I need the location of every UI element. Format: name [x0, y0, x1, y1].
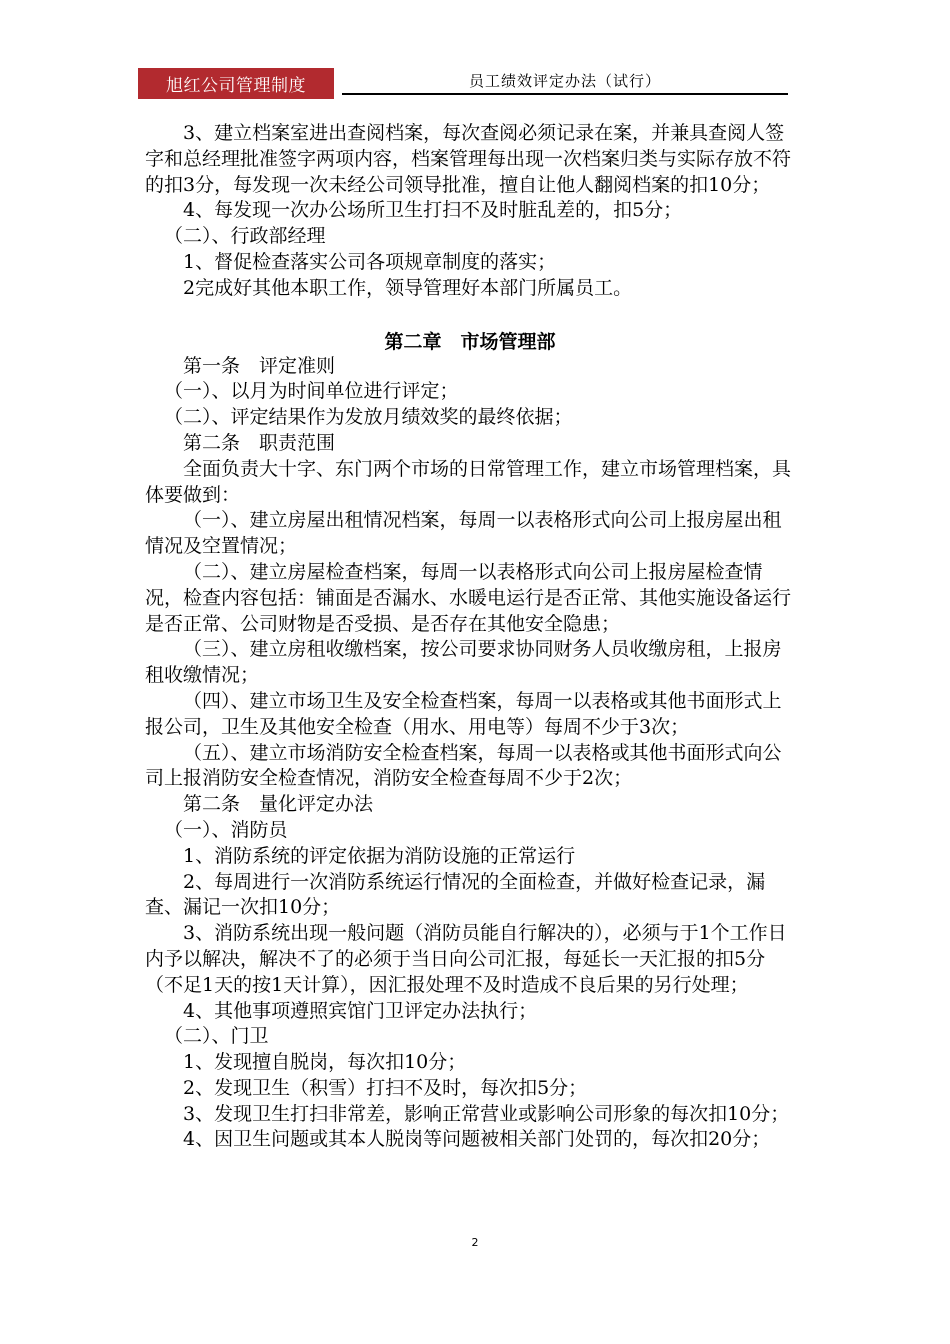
section-heading: （一）、消防员: [164, 818, 288, 841]
paragraph: 1、发现擅自脱岗，每次扣10分；: [183, 1051, 467, 1074]
paragraph: 1、督促检查落实公司各项规章制度的落实；: [183, 250, 557, 273]
article-heading: 第二条 量化评定办法: [183, 793, 374, 816]
paragraph: 1、消防系统的评定依据为消防设施的正常运行: [183, 844, 576, 867]
article-heading: 第一条 评定准则: [183, 354, 336, 377]
paragraph: 全面负责大十字、东门两个市场的日常管理工作，建立市场管理档案，具体要做到：: [145, 457, 792, 506]
paragraph: （四）、建立市场卫生及安全检查档案，每周一以表格或其他书面形式上报公司，卫生及其他安全检查（用水、用电等）每周不少于3次；: [145, 689, 782, 738]
paragraph: （二）、评定结果作为发放月绩效奖的最终依据；: [164, 406, 573, 429]
paragraph: （三）、建立房租收缴档案，按公司要求协同财务人员收缴房租，上报房租收缴情况；: [145, 638, 782, 687]
paragraph: 3、建立档案室进出查阅档案，每次查阅必须记录在案，并兼具查阅人签字和总经理批准签字两项内容，档案管理每出现一次档案归类与实际存放不符的扣3分，每发现一次未经公司领导批准，擅自让他人翻阅档案的扣10分；: [145, 122, 792, 196]
paragraph: 3、发现卫生打扫非常差，影响正常营业或影响公司形象的每次扣10分；: [183, 1102, 790, 1125]
paragraph: 4、因卫生问题或其本人脱岗等问题被相关部门处罚的，每次扣20分；: [183, 1128, 771, 1151]
paragraph: 4、每发现一次办公场所卫生打扫不及时脏乱差的，扣5分；: [183, 199, 683, 222]
header-document-title: 员工绩效评定办法（试行）: [342, 68, 788, 95]
page-number: 2: [471, 1236, 479, 1249]
paragraph: 2、发现卫生（积雪）打扫不及时，每次扣5分；: [183, 1076, 588, 1099]
paragraph: （一）、建立房屋出租情况档案，每周一以表格形式向公司上报房屋出租情况及空置情况；: [145, 509, 782, 558]
paragraph: （二）、建立房屋检查档案，每周一以表格形式向公司上报房屋检查情况，检查内容包括：铺面是否漏水、水暖电运行是否正常、其他实施设备运行是否正常、公司财物是否受损、是否存在其他安全隐患；: [145, 560, 792, 635]
article-heading: 第二条 职责范围: [183, 431, 336, 454]
paragraph: 2完成好其他本职工作，领导管理好本部门所属员工。: [183, 276, 633, 299]
paragraph: 4、其他事项遵照宾馆门卫评定办法执行；: [183, 999, 538, 1022]
document-body: [145, 121, 795, 1153]
section-heading: （二）、门卫: [164, 1025, 269, 1048]
paragraph: 3、消防系统出现一般问题（消防员能自行解决的），必须与于1个工作日内予以解决，解决不了的必须于当日向公司汇报，每延长一天汇报的扣5分（不足1天的按1天计算），因汇报处理不及时造成不良后果的另行处理；: [145, 922, 787, 996]
chapter-title: 第二章 市场管理部: [384, 330, 556, 353]
paragraph: （一）、以月为时间单位进行评定；: [164, 380, 459, 403]
paragraph: 2、每周进行一次消防系统运行情况的全面检查，并做好检查记录，漏查、漏记一次扣10分；: [145, 870, 766, 919]
section-heading: （二）、行政部经理: [164, 225, 326, 248]
header-company-title: 旭红公司管理制度: [138, 68, 334, 99]
paragraph: （五）、建立市场消防安全检查档案，每周一以表格或其他书面形式向公司上报消防安全检查情况，消防安全检查每周不少于2次；: [145, 741, 782, 790]
